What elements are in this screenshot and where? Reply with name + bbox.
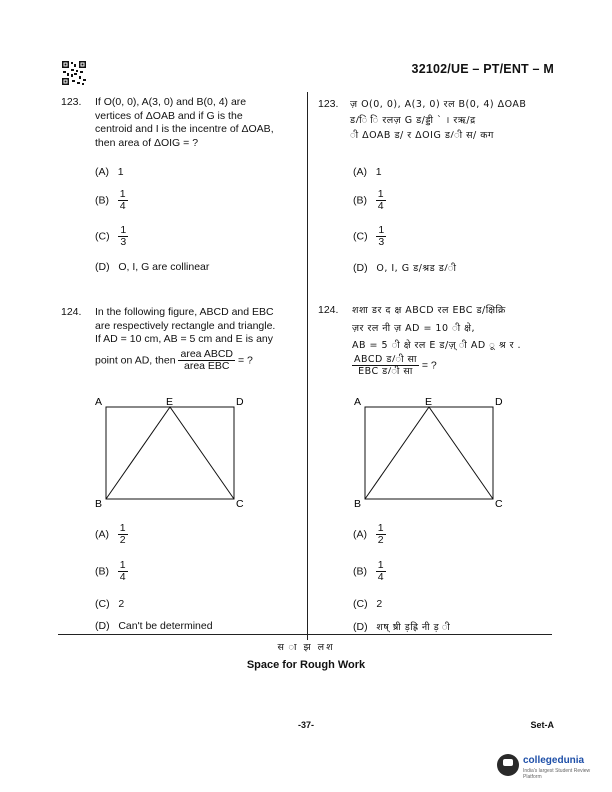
fraction-denominator: 4 [377,571,384,583]
fraction-denominator: 3 [378,236,385,248]
question-text [95,306,300,372]
ratio-fraction [178,349,235,372]
question-line: If AD = 10 cm, AB = 5 cm and E is any [95,333,274,345]
option-value: शष् ष्री ड़ह्रि नी ड़ ी [376,622,451,633]
fraction-numerator: 1 [119,188,126,200]
option-label: (B) [95,565,109,578]
option-label: (C) [95,230,110,243]
question-number: 123. [61,96,82,108]
question-text [95,96,300,150]
fraction-numerator: 1 [377,522,384,534]
ratio-suffix: = ? [237,353,253,366]
option-label: (B) [353,565,367,578]
fraction [376,189,386,212]
fraction-numerator: 1 [377,559,384,571]
hi-ratio [352,354,437,377]
option-label: (C) [95,598,110,610]
rough-work-label: Space for Rough Work [246,659,366,671]
question-line: ज़ O(0, 0), A(3, 0) रल B(0, 4) ΔOAB [350,99,527,110]
fraction-denominator: 2 [119,534,126,546]
option-label: (C) [353,598,368,610]
fraction-denominator: area EBC [183,359,230,372]
label-b: B [95,498,103,510]
collegedunia-logo-icon [497,754,519,776]
fraction [118,189,128,212]
fraction-numerator: 1 [119,559,126,571]
q124-hi-option-a[interactable] [353,523,386,546]
label-c: C [236,498,244,510]
footer-divider [58,634,552,635]
question-line: then area of ΔOIG = ? [95,136,199,149]
q124-en-option-c[interactable] [95,598,124,610]
q124-hi-option-b[interactable] [353,560,386,583]
fraction-numerator: 1 [378,224,385,236]
question-ratio-line [95,349,300,372]
q124-en-option-a[interactable] [95,523,128,546]
label-a: A [354,396,362,408]
q123-hi-option-a[interactable] [353,166,382,178]
q123-en-option-d[interactable] [95,261,209,273]
fraction-denominator: 4 [119,571,126,583]
fraction-denominator: 3 [120,236,127,248]
q124-en-option-d[interactable] [95,620,213,632]
option-label: (A) [95,166,109,178]
option-value: O, I, G ड/श्रड ड/ी [376,263,457,274]
column-divider [307,92,308,640]
fraction [118,560,128,583]
option-label: (B) [95,194,109,207]
q124-en-option-b[interactable] [95,560,128,583]
option-label: (A) [353,528,367,541]
fraction-numerator: 1 [119,522,126,534]
question-line: In the following figure, ABCD and EBC [95,306,274,318]
option-label: (D) [353,621,368,633]
question-line: vertices of ΔOAB and if G is the [95,109,243,122]
ratio-suffix: = ? [421,359,437,372]
fraction-numerator: area ABCD [180,347,234,360]
option-label: (A) [353,166,367,178]
label-d: D [495,396,503,408]
question-line: शशा डर द क्ष ABCD रल EBC ड/क्षिक्रि [352,305,506,316]
ratio-fraction [352,354,419,377]
fraction-numerator: 1 [120,224,127,236]
q123-hi-option-c[interactable] [353,225,386,248]
q123-en-option-a[interactable] [95,166,124,178]
option-value: O, I, G are collinear [118,261,210,273]
option-label: (B) [353,194,367,207]
question-number: 123. [318,98,339,110]
label-d: D [236,396,244,408]
question-number: 124. [318,304,339,316]
rectangle-abcd [365,407,493,499]
fraction-denominator: 4 [377,200,384,212]
q123-hi-option-b[interactable] [353,189,386,212]
q123-en-option-c[interactable] [95,225,128,248]
fraction-numerator: 1 [377,188,384,200]
fraction-denominator: 2 [377,534,384,546]
question-text [350,98,560,143]
q123-en-option-b[interactable] [95,189,128,212]
option-value: Can't be determined [118,620,213,632]
label-b: B [354,498,362,510]
option-label: (A) [95,528,109,541]
label-e: E [425,396,433,408]
option-value: 2 [118,598,125,610]
question-number: 124. [61,306,82,318]
option-label: (D) [353,262,368,274]
brand-name: collegedunia [523,755,585,766]
question-line: centroid and I is the incentre of ΔOAB, [95,123,274,135]
q123-hi-option-d[interactable] [353,261,456,274]
set-label: Set-A [530,720,554,730]
rough-work-label-hi: स ा झ लश [277,642,335,653]
label-c: C [495,498,503,510]
question-line: AB = 5 ी क्षे रल E ड/ज़् ी AD ू श्र र . [352,340,521,351]
fraction [118,523,128,546]
question-line: ड/ि ि रलज़ G ड/ड्डी ` । रऋ/द्र [350,114,476,126]
label-e: E [166,396,174,408]
fraction [376,225,386,248]
page-number: -37- [297,720,314,730]
fraction-denominator: 4 [119,200,126,212]
rectangle-abcd [106,407,234,499]
label-a: A [95,396,103,408]
q124-hi-option-c[interactable] [353,598,382,610]
question-line: are respectively rectangle and triangle. [95,319,276,332]
fraction [376,523,386,546]
question-line: If O(0, 0), A(3, 0) and B(0, 4) are [95,96,247,108]
brand-watermark [497,750,607,784]
q124-figure-hi [349,394,511,512]
triangle-ebc [365,407,493,499]
qr-code-icon [61,60,87,86]
paper-code: 32102/UE – PT/ENT – M [411,62,554,76]
option-label: (C) [353,230,368,243]
question-line: ज़र रल नी ज़ AD = 10 ी क्षे, [352,322,475,334]
question-line: ी ΔOAB ड/ र ΔOIG ड/ी स/ कग [350,130,494,141]
fraction-denominator: EBC ड/ी सा [358,366,413,377]
ratio-prefix: point on AD, then [95,353,176,366]
option-value: 1 [375,166,382,178]
q124-figure-en [90,394,250,512]
q124-hi-option-d[interactable] [353,620,450,633]
option-label: (D) [95,620,110,632]
option-label: (D) [95,261,110,273]
fraction [118,225,128,248]
option-value: 1 [117,166,124,178]
fraction-numerator: ABCD ड/ी सा [354,354,417,365]
brand-tagline: India's largest Student Review Platform [523,768,591,780]
fraction [376,560,386,583]
question-text [352,304,560,353]
triangle-ebc [106,407,234,499]
option-value: 2 [376,598,383,610]
